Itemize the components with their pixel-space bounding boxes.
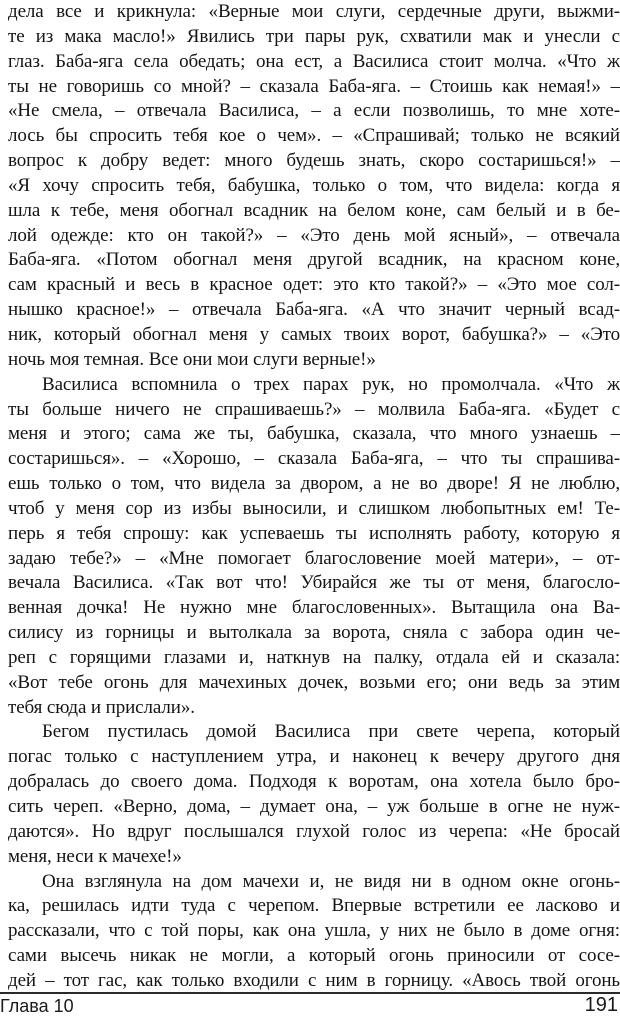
text-line: Она взглянула на дом мачехи и, не видя ни в одном окне огонь- (42, 870, 620, 892)
text-line: вопрос к добру ведет: много будешь знать, скоро состаришься!» – (8, 150, 620, 172)
text-line: Баба-яга. «Потом обогнал меня другой всадник, на красном коне, (8, 249, 620, 271)
text-line: меня, неси к мачехе!» (8, 845, 182, 867)
text-line: глаз. Баба-яга села обедать; она ест, а Василиса стоит молча. «Что ж (8, 50, 620, 72)
text-line: сами высечь никак не могли, а который огонь приносили от сосе- (8, 945, 620, 967)
text-line: ник, который обогнал меня у самых твоих ворот, бабушка?» – «Это (8, 323, 620, 345)
paragraph (8, 870, 620, 994)
text-line: силису из горницы и вытолкала за ворота, сняла с забора один че- (8, 622, 620, 644)
chapter-label: Глава 10 (0, 996, 74, 1016)
text-line: состаришься». – «Хорошо, – сказала Баба-яга, – что ты спрашива- (8, 448, 620, 470)
text-line: чтоб у меня сор из избы выносили, и слишком любопытных ем! Те- (8, 497, 620, 519)
text-line: сам красный и весь в красное одет: это кто такой?» – «Это мое сол- (8, 274, 620, 296)
text-line: ты больше ничего не спрашиваешь?» – молвила Баба-яга. «Будет с (8, 398, 620, 420)
text-line: перь я тебя спрошу: как успеваешь ты исполнять работу, которую я (8, 522, 620, 544)
text-line: Василиса вспомнила о трех парах рук, но промолчала. «Что ж (42, 373, 620, 395)
page-number: 191 (584, 994, 618, 1016)
paragraph (8, 373, 620, 721)
text-line: нышко красное!» – отвечала Баба-яга. «А что значит черный всад- (8, 299, 620, 321)
text-line: ешь только о том, что видела за двором, а не во дворе! Я не люблю, (8, 473, 620, 495)
text-line: ка, решилась идти туда с черепом. Впервые встретили ее ласково и (8, 895, 620, 917)
text-line: лось бы спросить тебя кое о чем». – «Спрашивай; только не всякий (8, 125, 620, 147)
text-line: погас только с наступлением утра, и наконец к вечеру другого дня (8, 746, 620, 768)
text-line: «Я хочу спросить тебя, бабушка, только о том, что видела: когда я (8, 174, 620, 196)
text-line: даются». Но вдруг послышался глухой голос из черепа: «Не бросай (8, 820, 620, 842)
text-line: добралась до своего дома. Подходя к воротам, она хотела было бро- (8, 771, 620, 793)
text-line: задаю тебе?» – «Мне помогает благословение моей матери», – от- (8, 547, 620, 569)
text-line: ты не говоришь со мной? – сказала Баба-яга. – Стоишь как немая!» – (8, 75, 620, 97)
paragraph (8, 720, 620, 869)
text-line: рассказали, что с той поры, как она ушла, у них не было в доме огня: (8, 920, 620, 942)
text-line: «Не смела, – отвечала Василиса, – а если позволишь, то мне хоте- (8, 100, 620, 122)
text-line: сить череп. «Верно, дома, – думает она, – уж больше в огне не нуж- (8, 796, 620, 817)
text-line: дей – тот гас, как только входили с ним в горницу. «Авось твой огонь (8, 969, 620, 991)
footer-divider (0, 992, 620, 994)
text-line: ночь моя темная. Все они мои слуги верные!» (8, 348, 376, 370)
text-line: лой одежде: кто он такой?» – «Это день мой ясный», – отвечала (8, 224, 620, 246)
text-line: шла к тебе, меня обогнал всадник на белом коне, сам белый и в бе- (8, 199, 620, 221)
text-line: вечала Василиса. «Так вот что! Убирайся же ты от меня, благосло- (8, 572, 620, 594)
text-line: те из мака масло!» Явились три пары рук, схватили мак и унесли с (8, 25, 620, 47)
text-line: венная дочка! Не нужно мне благословенных». Вытащила она Ва- (8, 597, 620, 619)
body-text (8, 0, 620, 994)
text-line: тебя сюда и прислали». (8, 696, 195, 718)
text-line: Бегом пустилась домой Василиса при свете черепа, который (42, 721, 620, 743)
paragraph (8, 0, 620, 373)
text-line: реп с горящими глазами и, наткнув на палку, отдала ей и сказала: (8, 646, 620, 668)
text-line: меня и этого; сама же ты, бабушка, сказала, что много узнаешь – (8, 423, 620, 445)
text-line: «Вот тебе огонь для мачехиных дочек, возьми его; они ведь за этим (8, 671, 620, 693)
text-line: дела все и крикнула: «Верные мои слуги, сердечные други, выжми- (8, 1, 620, 22)
